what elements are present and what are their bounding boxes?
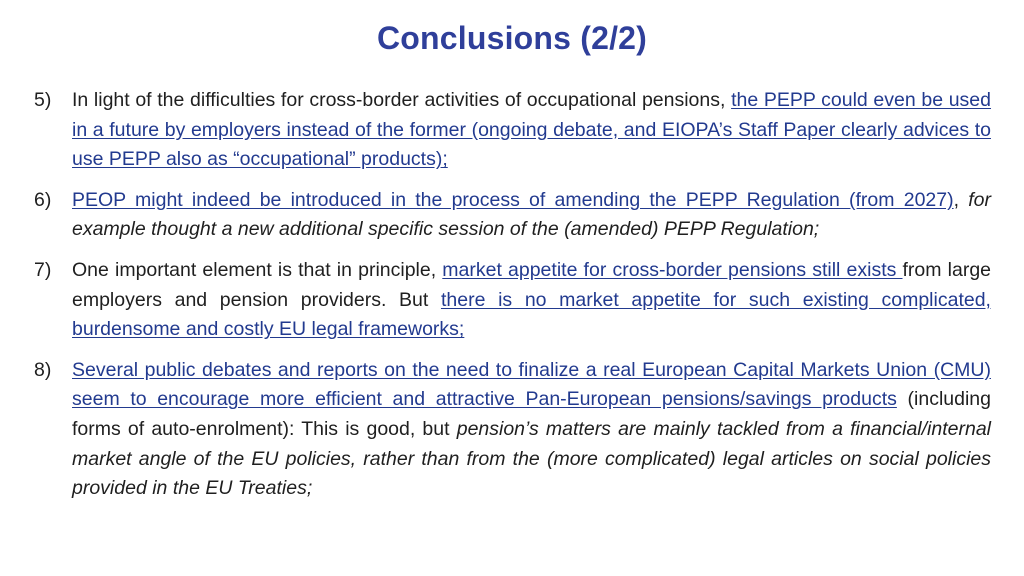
- list-item-5: [34, 86, 991, 175]
- text-segment: from large employers and pension providers. But: [72, 258, 992, 311]
- underlined-text-segment: the PEPP could even be used in a future by employers instead of the former (ongoing debate, and EIOPA’s Staff Paper clearly advices to use PEPP also as “occupational” products);: [72, 89, 992, 171]
- italic-text-segment: for example thought a new additional specific session of the (amended) PEPP Regulation;: [72, 188, 992, 241]
- list-item-8: [34, 356, 991, 504]
- page-title: Conclusions (2/2): [376, 20, 648, 56]
- item-text: [72, 359, 991, 499]
- underlined-text-segment: PEOP might indeed be introduced in the process of amending the PEPP Regulation (from 2027): [72, 188, 954, 211]
- underlined-text-segment: there is no market appetite for such existing complicated, burdensome and costly EU legal frameworks;: [72, 288, 991, 341]
- item-number: 8): [34, 358, 52, 381]
- text-segment: One important element is that in principle,: [72, 258, 443, 281]
- text-segment: In light of the difficulties for cross-border activities of occupational pensions,: [72, 89, 732, 111]
- item-text: [72, 89, 991, 170]
- italic-text-segment: pension’s matters are mainly tackled from a financial/internal market angle of the EU policies, rather than from the (more complicated) legal articles on social policies provided in the EU Treaties;: [72, 417, 991, 500]
- underlined-text-segment: market appetite for cross-border pensions still exists: [442, 258, 903, 281]
- text-segment: ,: [953, 188, 969, 211]
- underlined-text-segment: Several public debates and reports on the need to finalize a real European Capital Markets Union (CMU) seem to encourage more efficient and attractive Pan-European pensions/savings products: [72, 358, 991, 411]
- item-number: 5): [34, 89, 52, 111]
- conclusions-list: [34, 86, 991, 515]
- list-item-7: [34, 256, 991, 345]
- list-item-6: [34, 186, 991, 245]
- item-number: 7): [34, 258, 52, 281]
- item-text: [72, 259, 991, 340]
- item-number: 6): [34, 188, 52, 211]
- text-segment: (including forms of auto-enrolment): This is good, but: [72, 388, 991, 440]
- item-text: [72, 189, 991, 241]
